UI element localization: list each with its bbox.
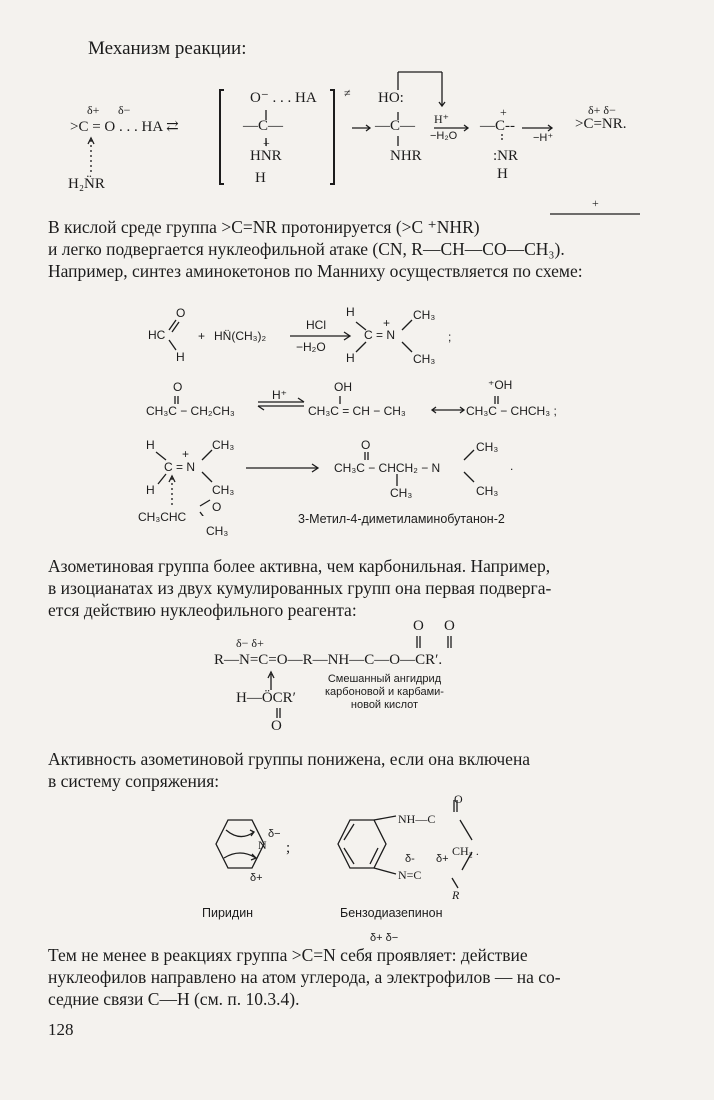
carbonyl-oxygen-1: O: [413, 618, 424, 634]
iminium-plus: +: [383, 316, 391, 330]
product-ch3-bottom: CH₃: [476, 484, 499, 498]
butanone: CH₃C − CH₂CH₃: [146, 404, 235, 418]
keto-enol-equilibrium: [146, 392, 316, 418]
caption-line: новой кислот: [350, 699, 419, 711]
carboxylic-acid: H—ÖCR′: [236, 690, 296, 706]
ts-oxygen: O⁻ . . . HA: [250, 90, 317, 106]
attack-h-left: H: [146, 483, 155, 497]
ts-nhr: HNR: [250, 148, 282, 164]
attack-ch3-top: CH₃: [212, 438, 235, 452]
attack-plus: +: [182, 447, 190, 461]
pyridine-label: Пиридин: [202, 906, 254, 920]
carbonyl-group: >C = O . . . HA ⇄: [70, 119, 179, 135]
ts-h: H: [255, 170, 266, 186]
benzodiazepinone-r: R: [452, 888, 460, 902]
attack-iminium-core: C = N: [164, 460, 196, 474]
protonated-plus: +: [592, 196, 599, 210]
carbonyl-partial-charges: δ+: [87, 103, 100, 117]
caption-line: Смешанный ангидрид: [327, 673, 442, 685]
page-number: 128: [48, 1020, 74, 1039]
attack-ch3-bottom: CH₃: [212, 483, 235, 497]
benzodiazepinone-delta-plus: δ+: [436, 853, 449, 865]
paragraph-line: Азометиновая группа более активна, чем карбонильная. Например,: [48, 556, 551, 576]
dimethylamine: HN̈(CH₃)₂: [214, 329, 267, 343]
formaldehyde-carbon: HC: [148, 328, 166, 342]
equilibrium-h-plus: H⁺: [272, 388, 287, 402]
enol-oh: OH: [334, 380, 352, 394]
caption-line: карбоновой и карбами-: [325, 686, 444, 698]
mixed-anhydride-caption: [325, 673, 444, 712]
product-bonds: [360, 448, 490, 492]
paragraph-conjugation: [48, 748, 530, 792]
imine-product: >C=NR.: [575, 116, 627, 132]
pyridine-delta-minus: δ−: [268, 828, 281, 840]
azomethine-partial-charges: δ+ δ−: [370, 932, 399, 944]
paragraph-line: ется действию нуклеофильного реагента:: [48, 600, 357, 620]
paragraph-acidic-medium: [48, 216, 583, 282]
product-dot: .: [510, 459, 514, 473]
product-name: 3-Метил-4-диметиламинобутанон-2: [298, 512, 505, 526]
section-heading: Механизм реакции:: [88, 38, 247, 59]
paragraph-azomethine-activity: [48, 555, 551, 621]
carbonyl-oxygen-2: O: [444, 618, 455, 634]
minus-water-label: −H₂O: [430, 130, 458, 142]
mannich-arrow-1: [288, 330, 358, 342]
isocyanate-carbonyl-bonds: [410, 634, 460, 652]
paragraph-line: Например, синтез аминокетонов по Манниху осуществляется по схеме:: [48, 261, 583, 281]
isocyanate-main-chain: R—N=C=O—R—NH—C—O—CR′.: [214, 652, 443, 668]
oxonium-double-bond: [486, 392, 506, 408]
benzodiazepinone-imine: N=C: [398, 868, 422, 882]
resonance-arrow: [332, 392, 482, 418]
carbonyl-partial-charges-minus: δ−: [118, 103, 131, 117]
iminium-ch3-top: CH₃: [413, 308, 436, 322]
ts-carbon: —C—: [243, 118, 284, 134]
iminium-core: C = N: [364, 328, 396, 342]
paragraph-line: Активность азометиновой группы понижена, если она включена: [48, 749, 531, 769]
ts-dagger: ≠: [344, 86, 351, 100]
paragraph-line: и легко подвергается нуклеофильной атаке (CN, R—CH—CO—CH₃).: [48, 239, 565, 259]
paragraph-line: седние связи C—H (см. п. 10.3.4).: [48, 989, 300, 1009]
imine-partial-charges: δ+ δ−: [588, 103, 616, 117]
formaldehyde-hydrogen: H: [176, 350, 185, 364]
pyridine-nitrogen: N: [258, 838, 267, 852]
mannich-plus: +: [198, 329, 206, 343]
product-ch3-top: CH₃: [476, 440, 499, 454]
imine-product-formula: C=NR.: [583, 116, 627, 132]
paragraph-line: в изоцианатах из двух кумулированных групп она первая подверга-: [48, 578, 552, 598]
formaldehyde-bonds: [160, 312, 190, 360]
benzodiazepinone-delta-minus: δ-: [405, 853, 415, 865]
benzodiazepinone-amide: NH—C: [398, 812, 436, 826]
cation-nr: :NR: [493, 148, 519, 164]
intermediate-hydroxyl: HO:: [378, 90, 404, 106]
intermediate-carbon: —C—: [375, 118, 416, 134]
heterocycle-separator: ;: [286, 840, 291, 856]
mannich-minus-water: −H₂O: [296, 340, 326, 354]
oxonium-form: CH₃C − CHCH₃ ;: [466, 404, 557, 418]
paragraph-line: В кислой среде группа >C=NR протонируется (>C ⁺NHR): [48, 217, 480, 237]
isocyanate-partial-charges: δ− δ+: [236, 636, 264, 650]
pyridine-delta-plus: δ+: [250, 872, 263, 884]
paragraph-line: нуклеофилов направлено на атом углерода, а электрофилов — на со-: [48, 967, 561, 987]
amine-nucleophile: H₂N̈R: [68, 176, 105, 192]
enol-nucleophile: CH₃CHC: [138, 510, 187, 524]
pyridine-ring: [196, 812, 286, 892]
acid-attack-arrow: [264, 670, 278, 692]
benzodiazepinone-ch2: CH₂ .: [452, 844, 479, 858]
product-oxygen: O: [361, 438, 371, 452]
enol-nucleophile-ch3: CH₃: [206, 524, 229, 538]
enol-form: CH₃C = CH − CH₃: [308, 404, 406, 418]
paragraph-line: Тем не менее в реакциях группа >C=N себя проявляет: действие: [48, 945, 528, 965]
ketone-oxygen: O: [173, 380, 183, 394]
attack-bonds: [150, 446, 230, 516]
cation-h: H: [497, 166, 508, 182]
minus-h-label: −H⁺: [533, 132, 554, 144]
h-plus-label: H⁺: [434, 112, 449, 126]
mannich-product: CH₃C − CHCH₂ − N: [334, 461, 441, 475]
cation-plus: +: [500, 105, 507, 119]
paragraph-line: в систему сопряжения:: [48, 771, 220, 791]
iminium-h-top: H: [346, 305, 355, 319]
acid-oxygen: O: [271, 718, 282, 734]
hcl-label: HCl: [306, 318, 326, 332]
mannich-arrow-2: [244, 462, 324, 474]
ts-plus: +: [263, 136, 270, 150]
oxonium-oh: ⁺OH: [488, 378, 513, 392]
intermediate-nhr: NHR: [390, 148, 422, 164]
iminium-bonds: [350, 314, 425, 358]
product-ch3-side: CH₃: [390, 486, 413, 500]
mannich-semicolon-1: ;: [448, 330, 452, 344]
benzodiazepinone-oxygen: O: [454, 792, 463, 806]
paragraph-reactivity: [48, 944, 561, 1010]
iminium-h-bottom: H: [346, 351, 355, 365]
attack-arrow: [86, 136, 96, 176]
enol-nucleophile-oxygen: O: [212, 500, 222, 514]
benzodiazepinone-label: Бензодиазепинон: [340, 906, 443, 920]
attack-h-top: H: [146, 438, 155, 452]
cation-carbon: —C--: [480, 118, 515, 134]
iminium-ch3-bottom: CH₃: [413, 352, 436, 366]
formaldehyde-oxygen: O: [176, 306, 186, 320]
